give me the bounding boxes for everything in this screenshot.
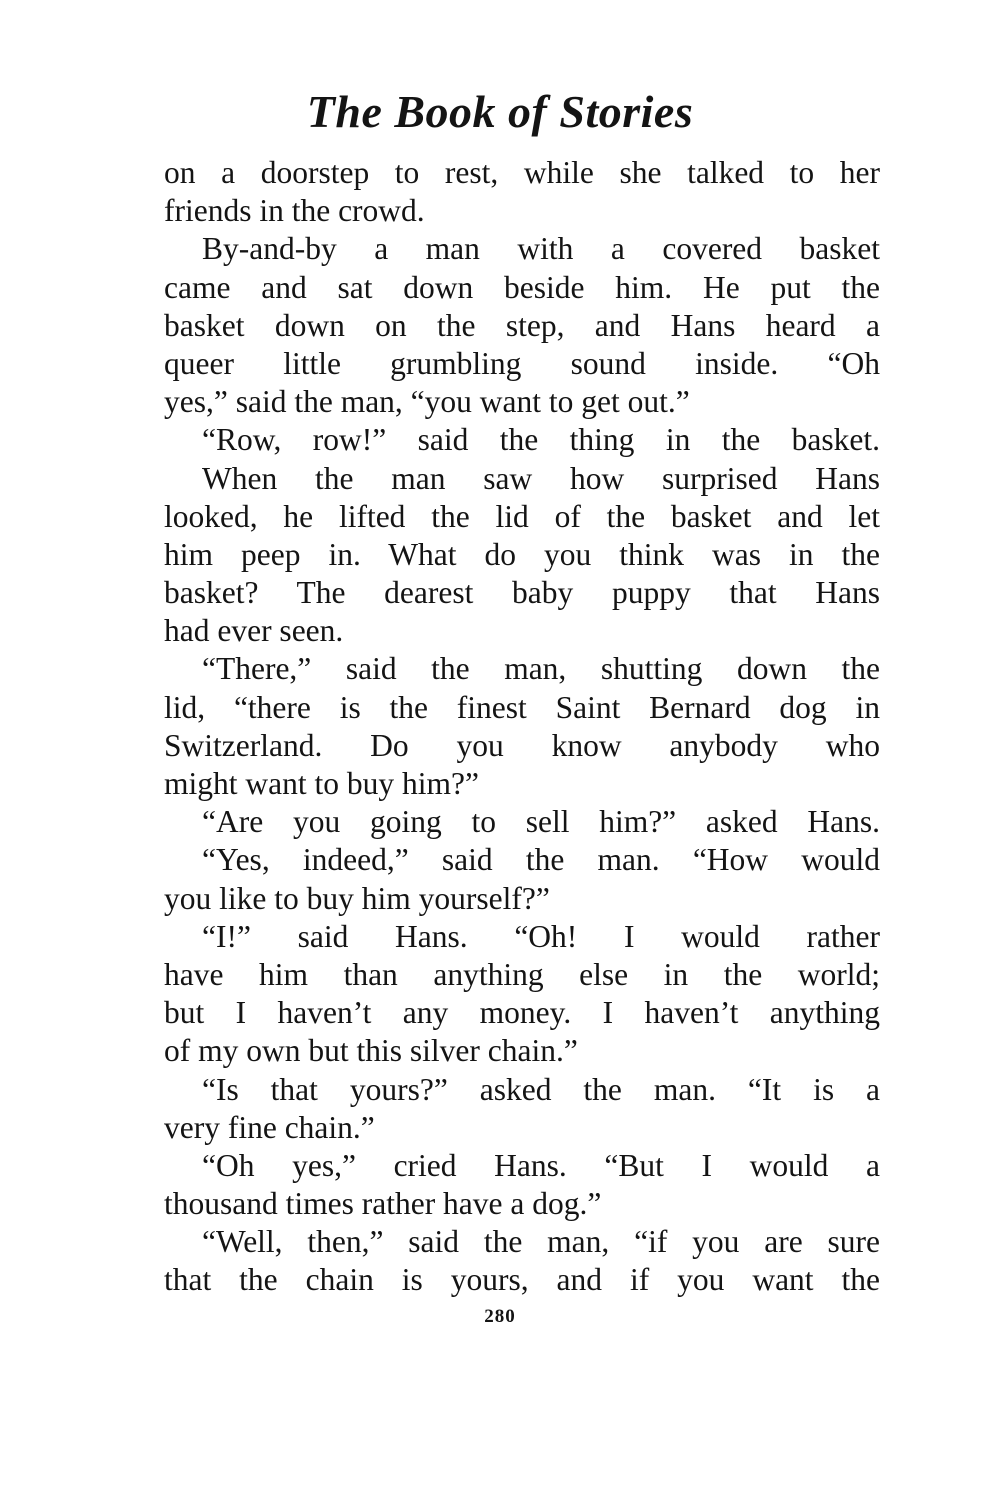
text-line: came and sat down beside him. He put the (164, 269, 880, 305)
text-line: friends in the crowd. (164, 193, 425, 229)
text-line: “Are you going to sell him?” asked Hans. (202, 804, 880, 840)
text-line: basket? The dearest baby puppy that Hans (164, 575, 880, 611)
text-line: have him than anything else in the world; (164, 956, 880, 992)
running-head: The Book of Stories (306, 86, 694, 137)
text-line: “Well, then,” said the man, “if you are sure (202, 1224, 880, 1260)
text-line: him peep in. What do you think was in the (164, 536, 880, 572)
text-line: yes,” said the man, “you want to get out.” (164, 384, 690, 420)
text-line: “I!” said Hans. “Oh! I would rather (202, 918, 880, 954)
text-line: When the man saw how surprised Hans (202, 460, 880, 496)
text-line: “Yes, indeed,” said the man. “How would (202, 842, 880, 878)
text-line: “There,” said the man, shutting down the (202, 651, 880, 687)
text-line: of my own but this silver chain.” (164, 1033, 578, 1069)
text-line: on a doorstep to rest, while she talked to her (164, 155, 880, 190)
text-line: that the chain is yours, and if you want the (164, 1262, 880, 1298)
text-line: “Row, row!” said the thing in the basket. (202, 422, 880, 458)
text-line: lid, “there is the finest Saint Bernard dog in (164, 689, 880, 725)
text-line: basket down on the step, and Hans heard a (164, 307, 880, 343)
text-line: “Oh yes,” cried Hans. “But I would a (202, 1147, 880, 1183)
text-line: might want to buy him?” (164, 766, 479, 801)
text-line: but I haven’t any money. I haven’t anything (164, 995, 880, 1031)
text-line: Switzerland. Do you know anybody who (164, 727, 880, 763)
text-line: thousand times rather have a dog.” (164, 1186, 602, 1222)
page-number: 280 (484, 1306, 516, 1327)
text-line: you like to buy him yourself?” (164, 880, 550, 916)
text-line: very fine chain.” (164, 1109, 375, 1145)
body-text (164, 154, 880, 1300)
text-line: looked, he lifted the lid of the basket and let (164, 498, 880, 534)
text-line: had ever seen. (164, 613, 344, 649)
text-line: By-and-by a man with a covered basket (202, 231, 880, 267)
text-line: “Is that yours?” asked the man. “It is a (202, 1071, 880, 1107)
text-line: queer little grumbling sound inside. “Oh (164, 345, 880, 381)
